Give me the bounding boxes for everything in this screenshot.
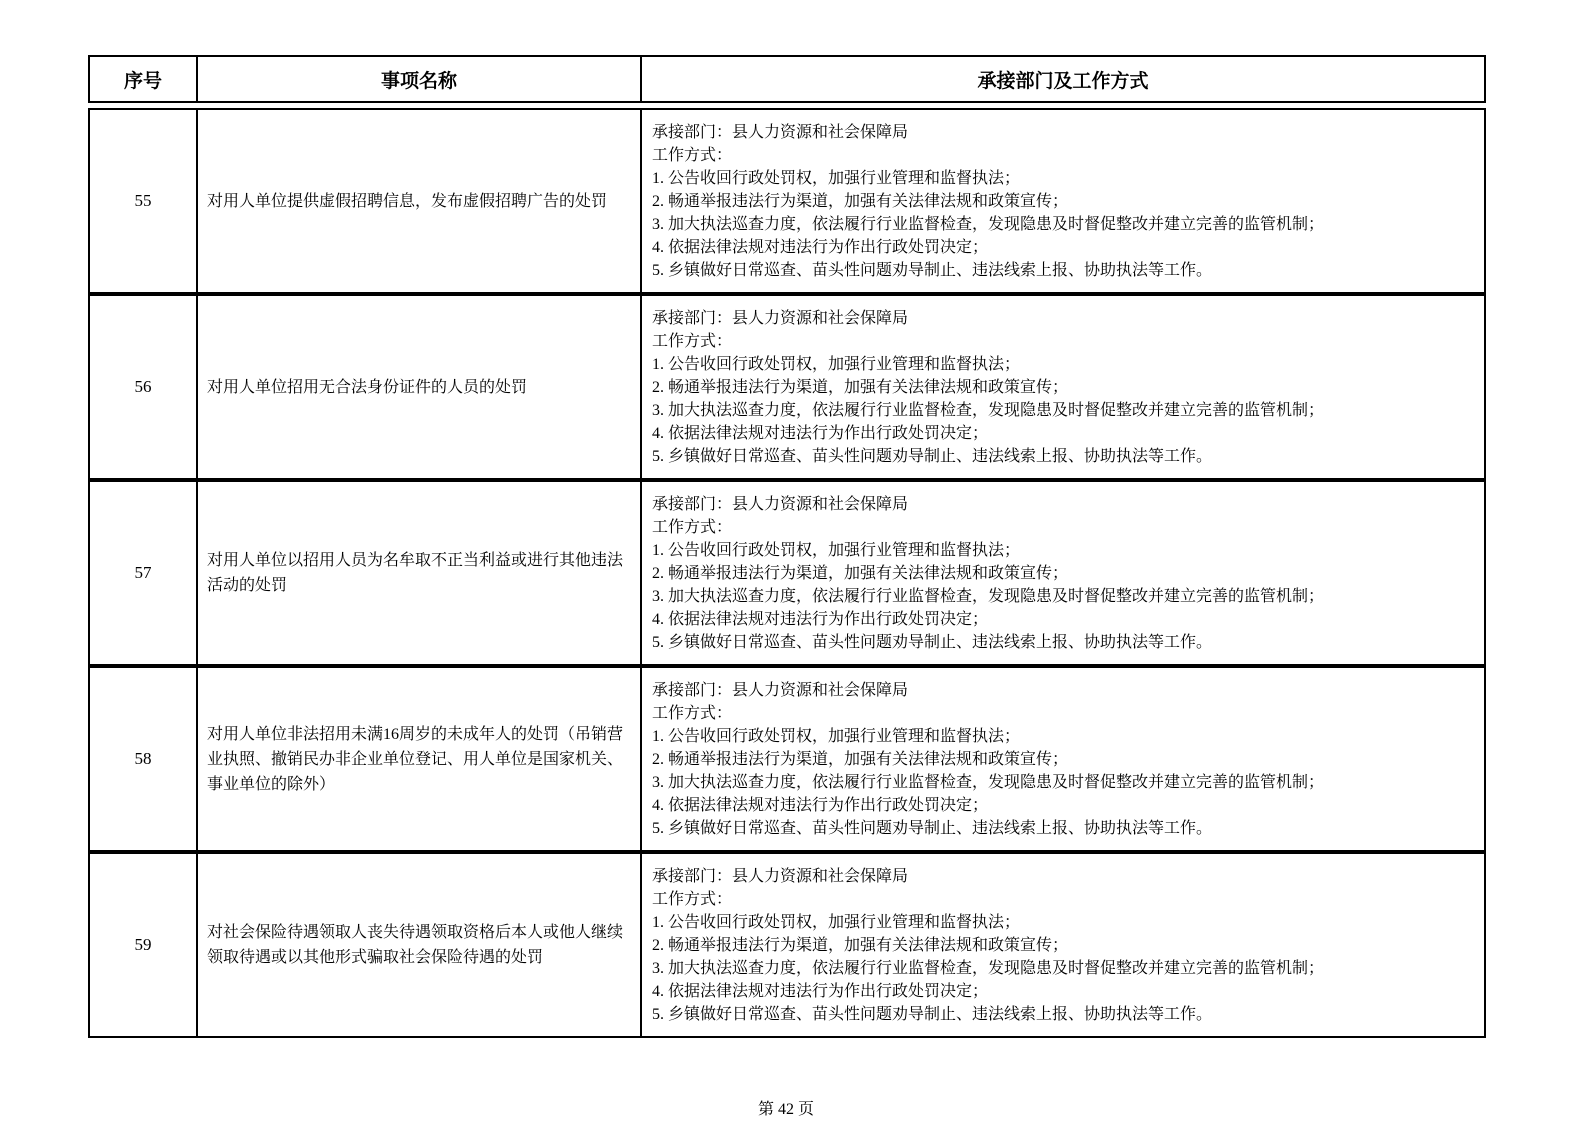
header-row (89, 56, 1485, 102)
data-row (89, 295, 1485, 479)
item-department-and-method (641, 481, 1485, 665)
detail-line: 承接部门：县人力资源和社会保障局 (652, 681, 909, 699)
detail-line: 3. 加大执法巡查力度，依法履行行业监督检查，发现隐患及时督促整改并建立完善的监管机制； (652, 587, 1325, 605)
detail-line: 2. 畅通举报违法行为渠道，加强有关法律法规和政策宣传； (652, 936, 1069, 954)
data-row (89, 667, 1485, 851)
detail-line: 5. 乡镇做好日常巡查、苗头性问题劝导制止、违法线索上报、协助执法等工作。 (652, 633, 1213, 651)
column-header-number: 序号 (89, 56, 197, 102)
detail-line: 工作方式： (652, 890, 733, 908)
detail-line: 工作方式： (652, 332, 733, 350)
table-row (88, 108, 1486, 294)
table-header (88, 55, 1486, 103)
row-number: 57 (89, 481, 197, 665)
table-row (88, 294, 1486, 480)
item-department-and-method (641, 853, 1485, 1037)
item-department-and-method (641, 109, 1485, 293)
detail-line: 2. 畅通举报违法行为渠道，加强有关法律法规和政策宣传； (652, 750, 1069, 768)
detail-line: 5. 乡镇做好日常巡查、苗头性问题劝导制止、违法线索上报、协助执法等工作。 (652, 1005, 1213, 1023)
detail-line: 承接部门：县人力资源和社会保障局 (652, 495, 909, 513)
data-row (89, 481, 1485, 665)
detail-line: 4. 依据法律法规对违法行为作出行政处罚决定； (652, 424, 989, 442)
item-name: 对用人单位提供虚假招聘信息，发布虚假招聘广告的处罚 (197, 109, 641, 293)
detail-line: 5. 乡镇做好日常巡查、苗头性问题劝导制止、违法线索上报、协助执法等工作。 (652, 447, 1213, 465)
detail-line: 4. 依据法律法规对违法行为作出行政处罚决定； (652, 610, 989, 628)
page-number: 第 42 页 (757, 1101, 814, 1118)
detail-line: 3. 加大执法巡查力度，依法履行行业监督检查，发现隐患及时督促整改并建立完善的监管机制； (652, 959, 1325, 977)
item-name: 对用人单位招用无合法身份证件的人员的处罚 (197, 295, 641, 479)
detail-line: 2. 畅通举报违法行为渠道，加强有关法律法规和政策宣传； (652, 378, 1069, 396)
table-body (0, 108, 1587, 1038)
detail-line: 承接部门：县人力资源和社会保障局 (652, 309, 909, 327)
item-name: 对用人单位以招用人员为名牟取不正当利益或进行其他违法活动的处罚 (197, 481, 641, 665)
detail-line: 5. 乡镇做好日常巡查、苗头性问题劝导制止、违法线索上报、协助执法等工作。 (652, 261, 1213, 279)
detail-line: 1. 公告收回行政处罚权，加强行业管理和监督执法； (652, 727, 1021, 745)
detail-line: 3. 加大执法巡查力度，依法履行行业监督检查，发现隐患及时督促整改并建立完善的监管机制； (652, 773, 1325, 791)
detail-line: 3. 加大执法巡查力度，依法履行行业监督检查，发现隐患及时督促整改并建立完善的监管机制； (652, 215, 1325, 233)
detail-line: 4. 依据法律法规对违法行为作出行政处罚决定； (652, 238, 989, 256)
table-row (88, 480, 1486, 666)
detail-line: 承接部门：县人力资源和社会保障局 (652, 867, 909, 885)
detail-line: 工作方式： (652, 146, 733, 164)
column-header-department-method: 承接部门及工作方式 (641, 56, 1485, 102)
detail-line: 5. 乡镇做好日常巡查、苗头性问题劝导制止、违法线索上报、协助执法等工作。 (652, 819, 1213, 837)
data-row (89, 853, 1485, 1037)
detail-line: 1. 公告收回行政处罚权，加强行业管理和监督执法； (652, 355, 1021, 373)
item-department-and-method (641, 667, 1485, 851)
detail-line: 工作方式： (652, 704, 733, 722)
table-row (88, 666, 1486, 852)
row-number: 59 (89, 853, 197, 1037)
detail-line: 承接部门：县人力资源和社会保障局 (652, 123, 909, 141)
row-number: 58 (89, 667, 197, 851)
detail-line: 2. 畅通举报违法行为渠道，加强有关法律法规和政策宣传； (652, 192, 1069, 210)
data-row (89, 109, 1485, 293)
detail-line: 工作方式： (652, 518, 733, 536)
column-header-item-name: 事项名称 (197, 56, 641, 102)
item-name: 对用人单位非法招用未满16周岁的未成年人的处罚（吊销营业执照、撤销民办非企业单位登记、用人单位是国家机关、事业单位的除外） (197, 667, 641, 851)
detail-line: 3. 加大执法巡查力度，依法履行行业监督检查，发现隐患及时督促整改并建立完善的监管机制； (652, 401, 1325, 419)
table-row (88, 852, 1486, 1038)
row-number: 56 (89, 295, 197, 479)
detail-line: 1. 公告收回行政处罚权，加强行业管理和监督执法； (652, 169, 1021, 187)
detail-line: 4. 依据法律法规对违法行为作出行政处罚决定； (652, 796, 989, 814)
detail-line: 2. 畅通举报违法行为渠道，加强有关法律法规和政策宣传； (652, 564, 1069, 582)
item-department-and-method (641, 295, 1485, 479)
item-name: 对社会保险待遇领取人丧失待遇领取资格后本人或他人继续领取待遇或以其他形式骗取社会保险待遇的处罚 (197, 853, 641, 1037)
detail-line: 1. 公告收回行政处罚权，加强行业管理和监督执法； (652, 913, 1021, 931)
table-header-section (0, 0, 1587, 103)
detail-line: 1. 公告收回行政处罚权，加强行业管理和监督执法； (652, 541, 1021, 559)
row-number: 55 (89, 109, 197, 293)
detail-line: 4. 依据法律法规对违法行为作出行政处罚决定； (652, 982, 989, 1000)
